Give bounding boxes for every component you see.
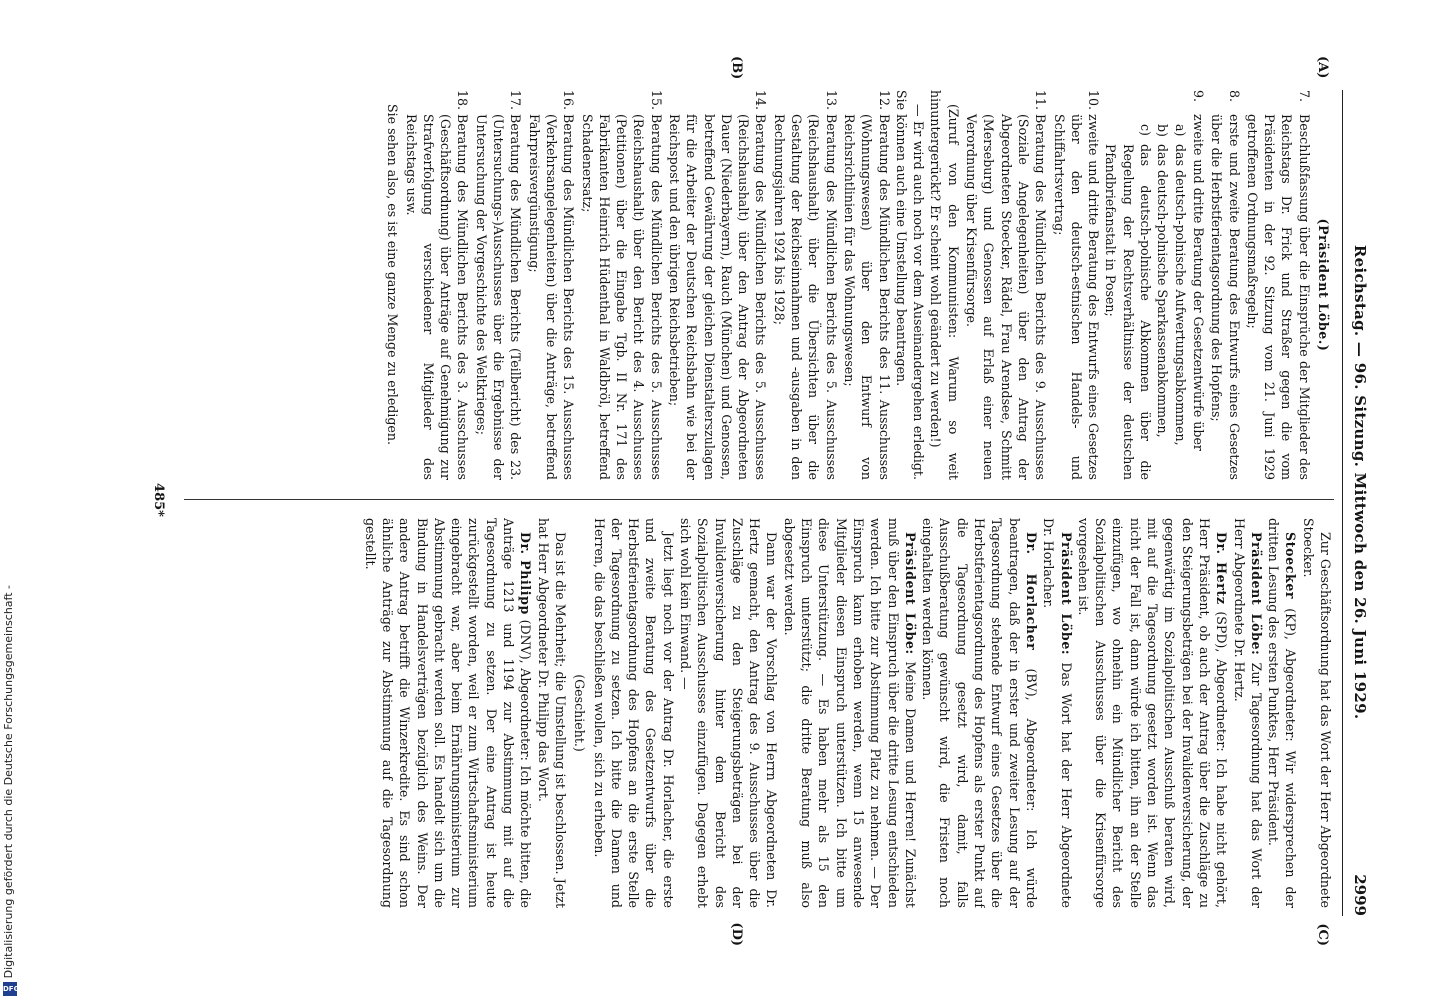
speech-text: (KP), Abgeordneter: Wir widersprechen der dritten Lesung des ersten Punktes, Herr Präsident. (1266, 518, 1299, 908)
agenda-text: zweite und dritte Beratung des Entwurfs eines Gesetzes über den deutsch-estnischen Handels- und Schiffahrtsvertrag; (1051, 114, 1102, 480)
speaker-name: Präsident Löbe: (1248, 532, 1264, 656)
agenda-number: 16. (561, 90, 577, 111)
agenda-item (402, 90, 471, 480)
right-column (184, 518, 1334, 908)
agenda-number: 8. (1226, 90, 1242, 103)
speech (1265, 518, 1300, 908)
agenda-item (666, 90, 770, 480)
agenda-number: 15. (648, 90, 664, 111)
page-header (1342, 90, 1369, 916)
agenda-text: Beratung des Mündlichen Berichts des 5. Ausschusses (Reichshaushalt) über den Bericht des 4. Ausschusses (Petitionen) über die Eingabe Tgb. II Nr. 171 des Fabrikanten Heinrich Hüdenthal in Waldbröl, betreffend Schadenersatz; (579, 114, 664, 480)
agenda-number: 7. (1296, 90, 1312, 103)
subitem-text: das deutsch-polnische Aufwertungsabkommen, (1172, 144, 1188, 446)
stage-direction: (Geschieht.) (572, 674, 588, 752)
paragraph: Zur Geschäftsordnung hat das Wort der Herr Abgeordnete Stoecker. (1300, 518, 1333, 908)
agenda-subitem (1171, 124, 1188, 480)
speaker-name: Dr. Horlacher (1023, 532, 1039, 651)
subitem-letter: b) (1155, 124, 1171, 137)
agenda-text: Beratung des Mündlichen Berichts des 11. Ausschusses (Wohnungswesen) über den Entwurf von Reichsrichtlinien für das Wohnungswesen; (841, 114, 892, 480)
agenda-item (1244, 90, 1313, 480)
speech-text: Das Wort hat der Herr Abgeordnete Dr. Horlacher. (1041, 518, 1074, 908)
speech (781, 518, 919, 908)
subitem-text: das deutsch-polnische Abkommen über die Regelung der Rechtsverhältnisse der deutschen Pfandbriefanstalt in Posen; (1103, 144, 1154, 480)
page-footer: 485* (151, 483, 166, 517)
speech (1040, 518, 1075, 908)
column-divider (184, 499, 1334, 500)
agenda-number: 17. (508, 90, 524, 111)
agenda-text: Beratung des Mündlichen Berichts des 9. Ausschusses (Soziale Angelegenheiten) über den Antrag der Abgeordneten Stoecker, Rädel, Frau Arendsee, Schmitt (Merseburg) und Genossen auf Erlaß einer neuen Verordnung über Krisenfürsorge. (964, 114, 1049, 480)
speaker-name: Präsident Löbe: (1058, 532, 1074, 656)
margin-mark-a: (A) (1315, 56, 1330, 79)
agenda-subitem (1154, 124, 1171, 480)
agenda-text: Beschlußfassung über die Einsprüche der Mitglieder des Reichstags Dr. Frick und Straßer gegen die vom Präsidenten in der 92. Sitzung vom 21. Juni 1929 getroffenen Ordnungsmaßregeln; (1244, 114, 1312, 480)
agenda-number: 10. (1086, 90, 1102, 111)
speech-text: Meine Damen und Herren! Zunächst muß über den Einspruch über die dritte Lesung entschieden werden. Ich bitte zur Abstimmung Platz zu nehmen. — Der Einspruch kann erhoben werden, wenn 15 anwesende Mitglieder diesen Einspruch unterstützen. Ich bitte um diese Unterstützung. — Es haben mehr als 15 den Einspruch unterstützt; die dritte Beratung muß also abgesetzt werden. (781, 518, 918, 908)
columns (184, 56, 1334, 946)
agenda-item (1208, 90, 1243, 480)
speaker-name: Dr. Hertz (1214, 532, 1230, 605)
speaker-heading: (Präsident Löbe.) (1316, 218, 1331, 352)
margin-mark-d: (D) (729, 922, 744, 946)
speech (1075, 518, 1231, 908)
sidebar (0, 0, 22, 1000)
interjection: (Zuruf von den Kommunisten: Warum so weit hinuntergerückt? Er scheint wohl geändert zu werden!) (928, 90, 961, 480)
speaker-name: Dr. Philipp (518, 532, 534, 615)
subitem-letter: c) (1138, 124, 1154, 136)
agenda-item (578, 90, 664, 480)
paragraph: Jetzt liegt noch vor der Antrag Dr. Horlacher, die erste und zweite Beratung des Gesetzentwurfs über die Herbstferientagsordnung des Hopfens an die erste Stelle der Tagesordnung zu setzen. Ich bitte die Damen und Herren, die das beschließen wollen, sich zu erheben. (591, 518, 676, 908)
agenda-text: Beratung des Mündlichen Berichts des 5. Ausschusses (Reichshaushalt) über die Übersichten über die Gestaltung der Reichseinnahmen und -ausgaben in den Rechnungsjahren 1924 bis 1928; (771, 114, 839, 480)
agenda-text: Beratung des Mündlichen Berichts (Teilbericht) des 23. (Untersuchungs-)Ausschusses über die Ergebnisse der Untersuchung der Vorgeschichte des Weltkrieges; (473, 114, 524, 480)
subitem-text: das deutsch-polnische Sparkassenabkommen, (1155, 144, 1171, 438)
agenda-text: Beratung des Mündlichen Berichts des 3. Ausschusses (Geschäftsordnung) über Anträge auf Genehmigung zur Strafverfolgung verschiedener Mitglieder des Reichstags usw. (403, 114, 471, 480)
closing-paragraph: Sie sehen also, es ist eine ganze Menge zu erledigen. (385, 104, 401, 445)
agenda-text: Beratung des Mündlichen Berichts des 5. Ausschusses (Reichshaushalt) über den Antrag der Abgeordneten Dauer (Niederbayern), Rauch (München) und Genossen, betreffend Gewährung der gleichen Dienstalterszulagen für die Arbeiter der Deutschen Reichsbahn wie bei der Reichspost und den übrigen Reichsbetrieben; (667, 114, 769, 480)
agenda-item (525, 90, 577, 480)
agenda-subitem (1102, 124, 1154, 480)
subitem-letter: a) (1172, 124, 1188, 137)
dfg-logo: DFG (3, 982, 17, 996)
agenda-number: 9. (1190, 90, 1206, 103)
speaker-name: Präsident Löbe: (902, 532, 918, 655)
agenda-number: 11. (1033, 90, 1049, 111)
agenda-number: 18. (455, 90, 471, 111)
speech-text: (BV), Abgeordneter: Ich würde beantragen, daß der in erster und zweiter Lesung auf der Tagesordnung stehende Entwurf eines Gesetzes über die Herbstferientagsordnung des Hopfens als erster Punkt auf die Tagesordnung gesetzt wird, damit, falls Ausschußberatung gewünscht wird, die Fristen noch eingehalten werden können. (920, 518, 1039, 908)
agenda-item (963, 90, 1049, 480)
paragraph: — Er wird auch noch vor dem Auseinandergehen erledigt. Sie können auch eine Umstellung beantragen. (893, 90, 927, 480)
left-column (184, 90, 1334, 480)
agenda-number: 12. (876, 90, 892, 111)
speech (361, 518, 534, 908)
agenda-text: erste und zweite Beratung des Entwurfs eines Gesetzes über die Herbstferientagsordnung des Hopfens; (1209, 114, 1242, 480)
paragraph: Das ist die Mehrheit; die Umstellung ist beschlossen. Jetzt hat Herr Abgeordneter Dr. Philipp das Wort. (535, 518, 568, 908)
speech (919, 518, 1040, 908)
page-title: Reichstag. — 96. Sitzung. Mittwoch den 26. Juni 1929. (1351, 244, 1369, 720)
speech-text: (DNV), Abgeordneter: Ich möchte bitten, die Anträge 1213 und 1194 zur Abstimmung mit auf die Tagesordnung zu setzen. Der eine Antrag ist heute zurückgestellt worden, weil er zum Wirtschaftsministerium eingebracht war, aber beim Ernährungsministerium zur Abstimmung gebracht werden soll. Es handelt sich um die Bindung in Handelsverträgen bezüglich des Weins. Der andere Antrag betrifft die Winzerkredite. Es sind schon ähnliche Anträge zur Abstimmung auf die Tagesordnung gestellt. (362, 518, 534, 908)
agenda-number: 13. (823, 90, 839, 111)
agenda-item (1050, 90, 1102, 480)
speech-text: Zur Tagesordnung hat das Wort der Herr Abgeordnete Dr. Hertz. (1231, 518, 1264, 908)
margin-mark-b: (B) (729, 56, 744, 80)
page-number: 2999 (1351, 874, 1369, 916)
sidebar-credit: Digitalisierung gefördert durch die Deutsche Forschungsgemeinschaft - (2, 584, 15, 978)
agenda-item (771, 90, 840, 480)
agenda-text: Beratung des Mündlichen Berichts des 15. Ausschusses (Verkehrsangelegenheiten) über die Anträge, betreffend Fahrpreisvergünstigung; (526, 114, 577, 480)
agenda-item (1190, 90, 1207, 480)
speaker-name: Stoecker (1283, 532, 1299, 600)
agenda-number: 14. (753, 90, 769, 111)
agenda-text: zweite und dritte Beratung der Gesetzentwürfe über (1190, 114, 1206, 451)
speech (1230, 518, 1265, 908)
margin-mark-c: (C) (1315, 923, 1330, 946)
paragraph: Dann war der Vorschlag von Herrn Abgeordneten Dr. Hertz gemacht, den Antrag des 9. Ausschusses über die Zuschläge zu den Steigerungsbeträgen bei der Invalidenversicherung hinter dem Bericht des Sozialpolitischen Ausschusses einzufügen. Dagegen erhebt sich wohl kein Einwand. — (678, 518, 780, 908)
document-page (147, 50, 1387, 950)
speech-text: (SPD), Abgeordneter: Ich habe nicht gehört, Herr Präsident, ob auch der Antrag über die Zuschläge zu den Steigerungsbeträgen bei der Invalidenversicherung, der gegenwärtig im Sozialpolitischen Ausschuß beraten wird, mit auf die Tagesordnung gesetzt worden ist. Wenn das nicht der Fall ist, dann würde ich bitten, ihn an der Stelle einzufügen, wo ohnehin ein Mündlicher Bericht des Sozialpolitischen Ausschusses über die Krisenfürsorge vorgesehen ist. (1075, 518, 1230, 908)
agenda-item (841, 90, 893, 480)
agenda-item (472, 90, 524, 480)
